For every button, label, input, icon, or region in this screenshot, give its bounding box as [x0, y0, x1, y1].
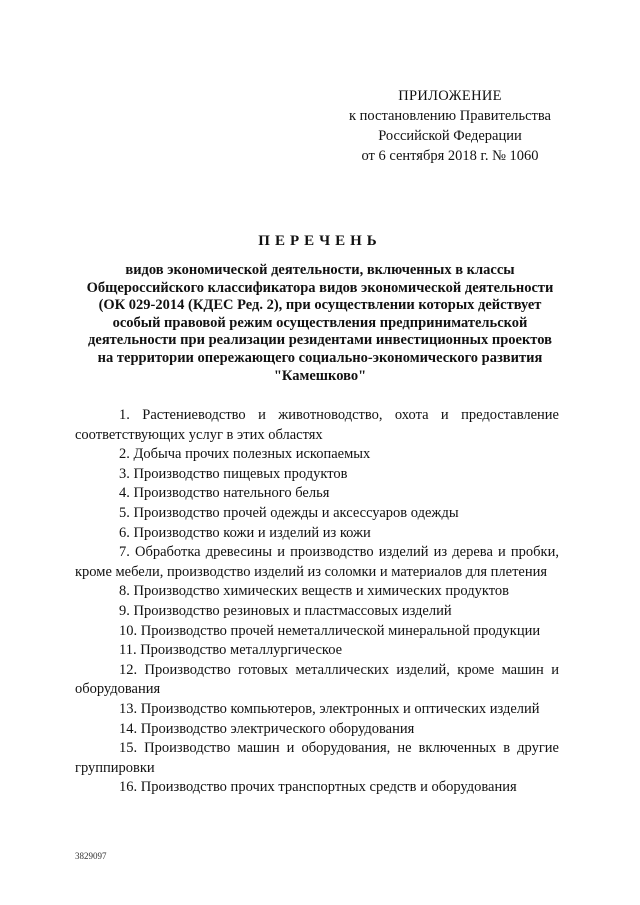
- list-item: 9. Производство резиновых и пластмассовых изделий: [119, 602, 452, 619]
- list-item: 7. Обработка древесины и производство изделий из дерева и пробки, кроме мебели, производство изделий из соломки и материалов для плетения: [75, 544, 559, 580]
- subtitle-line: "Камешково": [273, 367, 367, 384]
- document-title: ПЕРЕЧЕНЬ: [258, 233, 382, 249]
- list-item: 15. Производство машин и оборудования, не включенных в другие группировки: [75, 740, 559, 776]
- list-item: 3. Производство пищевых продуктов: [119, 465, 348, 482]
- subtitle-line: (ОК 029-2014 (КДЕС Ред. 2), при осуществлении которых действует: [98, 297, 542, 314]
- list-item: 12. Производство готовых металлических изделий, кроме машин и оборудования: [75, 661, 559, 698]
- appendix-block: [330, 86, 570, 166]
- appendix-line: к постановлению Правительства: [349, 108, 551, 124]
- list-item: 13. Производство компьютеров, электронных и оптических изделий: [119, 700, 540, 717]
- subtitle-line: Общероссийского классификатора видов экономической деятельности: [86, 279, 554, 296]
- subtitle-line: видов экономической деятельности, включенных в классы: [125, 262, 515, 278]
- list-item: 11. Производство металлургическое: [119, 642, 343, 659]
- list-item: 6. Производство кожи и изделий из кожи: [119, 524, 371, 541]
- document-subtitle: [60, 262, 580, 385]
- subtitle-line: деятельности при реализации резидентами инвестиционных проектов: [88, 332, 552, 349]
- list-item: 4. Производство нательного белья: [119, 485, 330, 502]
- list-item: 8. Производство химических веществ и химических продуктов: [119, 583, 509, 600]
- appendix-heading: ПРИЛОЖЕНИЕ: [398, 88, 502, 104]
- list-item: 2. Добыча прочих полезных ископаемых: [119, 446, 371, 463]
- activity-list: [75, 406, 559, 798]
- appendix-line: Российской Федерации: [378, 128, 522, 144]
- list-item: 10. Производство прочей неметаллической минеральной продукции: [119, 622, 541, 639]
- appendix-date-line: от 6 сентября 2018 г. № 1060: [361, 148, 539, 164]
- list-item: 14. Производство электрического оборудования: [119, 720, 415, 737]
- subtitle-line: на территории опережающего социально-экономического развития: [97, 349, 543, 366]
- list-item: 16. Производство прочих транспортных средств и оборудования: [119, 779, 517, 796]
- list-item: 5. Производство прочей одежды и аксессуаров одежды: [119, 504, 459, 521]
- subtitle-line: особый правовой режим осуществления предпринимательской: [112, 314, 528, 331]
- list-item: 1. Растениеводство и животноводство, охота и предоставление соответствующих услуг в этих областях: [75, 407, 559, 443]
- document-number: 3829097: [75, 851, 107, 861]
